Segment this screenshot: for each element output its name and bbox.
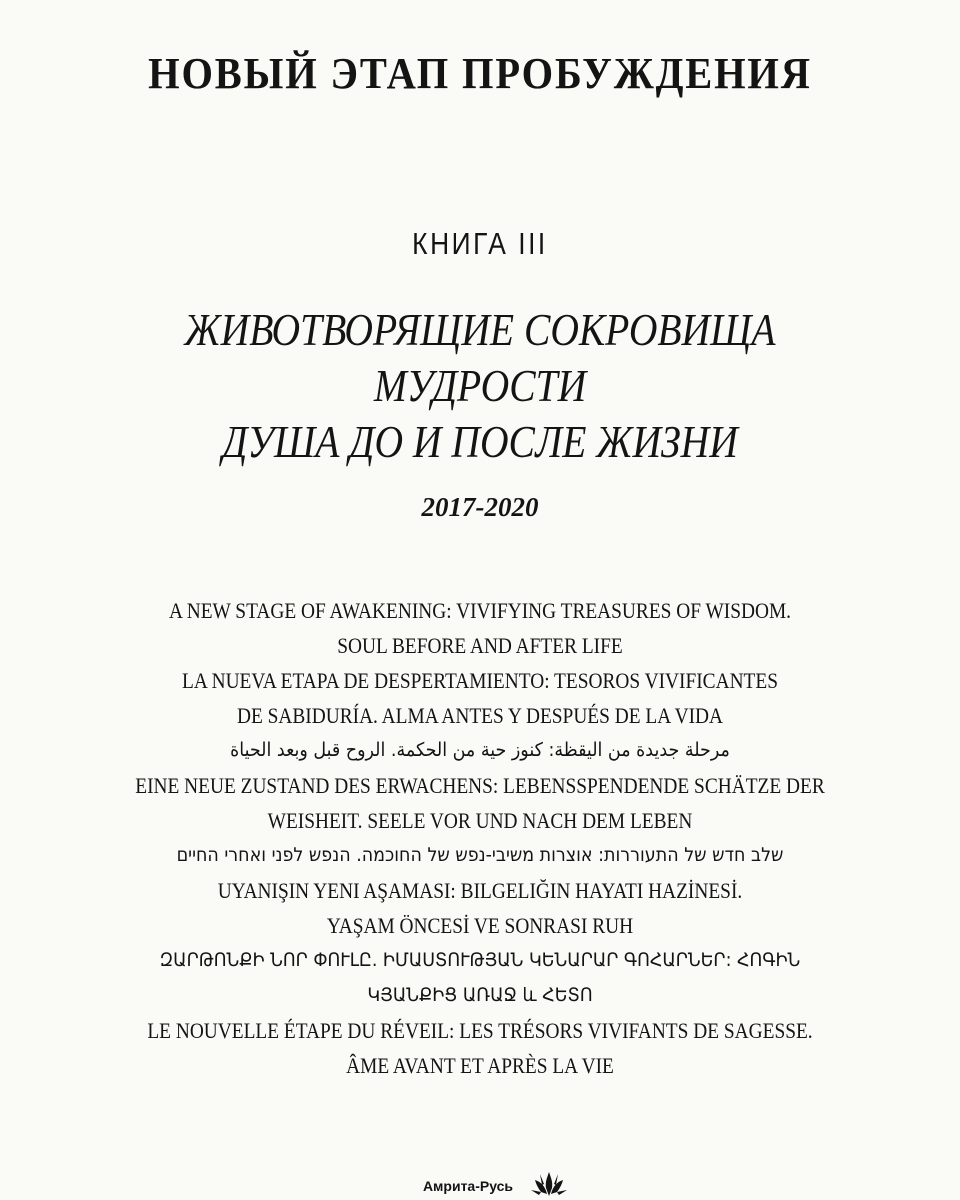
- subtitle-line: МУДРОСТИ: [373, 360, 587, 411]
- translation-english-line: A NEW STAGE OF AWAKENING: VIVIFYING TREASURES OF WISDOM.: [168, 598, 791, 623]
- subtitle-line: ЖИВОТВОРЯЩИЕ СОКРОВИЩА: [184, 304, 776, 355]
- translation-french-line: ÂME AVANT ET APRÈS LA VIE: [346, 1053, 614, 1078]
- subtitle-line: ДУША ДО И ПОСЛЕ ЖИЗНИ: [222, 416, 738, 467]
- translation-arabic-line: مرحلة جديدة من اليقظة: كنوز حية من الحكمة. الروح قبل وبعد الحياة: [230, 739, 730, 761]
- translation-spanish-line: LA NUEVA ETAPA DE DESPERTAMIENTO: TESOROS VIVIFICANTES: [182, 668, 778, 693]
- lotus-flame-icon: [531, 1170, 567, 1200]
- publisher-imprint: [0, 1180, 960, 1200]
- translation-armenian-line: ԿՅԱՆՔԻՑ ԱՌԱՋ և ՀԵՏՈ: [367, 984, 593, 1006]
- book-subtitle: [67, 302, 893, 470]
- series-title: НОВЫЙ ЭТАП ПРОБУЖДЕНИЯ: [148, 49, 812, 98]
- title-translations: [0, 593, 960, 1083]
- translation-armenian-line: ԶԱՐԹՈՆՔԻ ՆՈՐ ՓՈՒԼԸ. ԻՄԱՍՏՈՒԹՅԱՆ ԿԵՆԱՐԱՐ ԳՈՀԱՐՆԵՐ: ՀՈԳԻՆ: [159, 949, 801, 971]
- translation-french-line: LE NOUVELLE ÉTAPE DU RÉVEIL: LES TRÉSORS VIVIFANTS DE SAGESSE.: [147, 1018, 813, 1043]
- translation-turkish-line: YAŞAM ÖNCESİ VE SONRASI RUH: [326, 913, 634, 938]
- translation-german-line: WEISHEIT. SEELE VOR UND NACH DEM LEBEN: [267, 808, 693, 833]
- book-number: КНИГА III: [412, 226, 548, 261]
- translation-hebrew-line: שלב חדש של התעוררות: אוצרות משיבי-נפש של החוכמה. הנפש לפני ואחרי החיים: [176, 844, 784, 866]
- translation-spanish-line: DE SABIDURÍA. ALMA ANTES Y DESPUÉS DE LA VIDA: [236, 703, 724, 728]
- publication-years: 2017-2020: [421, 492, 539, 522]
- translation-german-line: EINE NEUE ZUSTAND DES ERWACHENS: LEBENSSPENDENDE SCHÄTZE DER: [135, 773, 825, 798]
- publisher-name: Амрита-Русь: [422, 1178, 514, 1194]
- translation-english-line: SOUL BEFORE AND AFTER LIFE: [337, 633, 623, 658]
- translation-turkish-line: UYANIŞIN YENI AŞAMASI: BILGELIĞIN HAYATI HAZİNESİ.: [217, 878, 743, 903]
